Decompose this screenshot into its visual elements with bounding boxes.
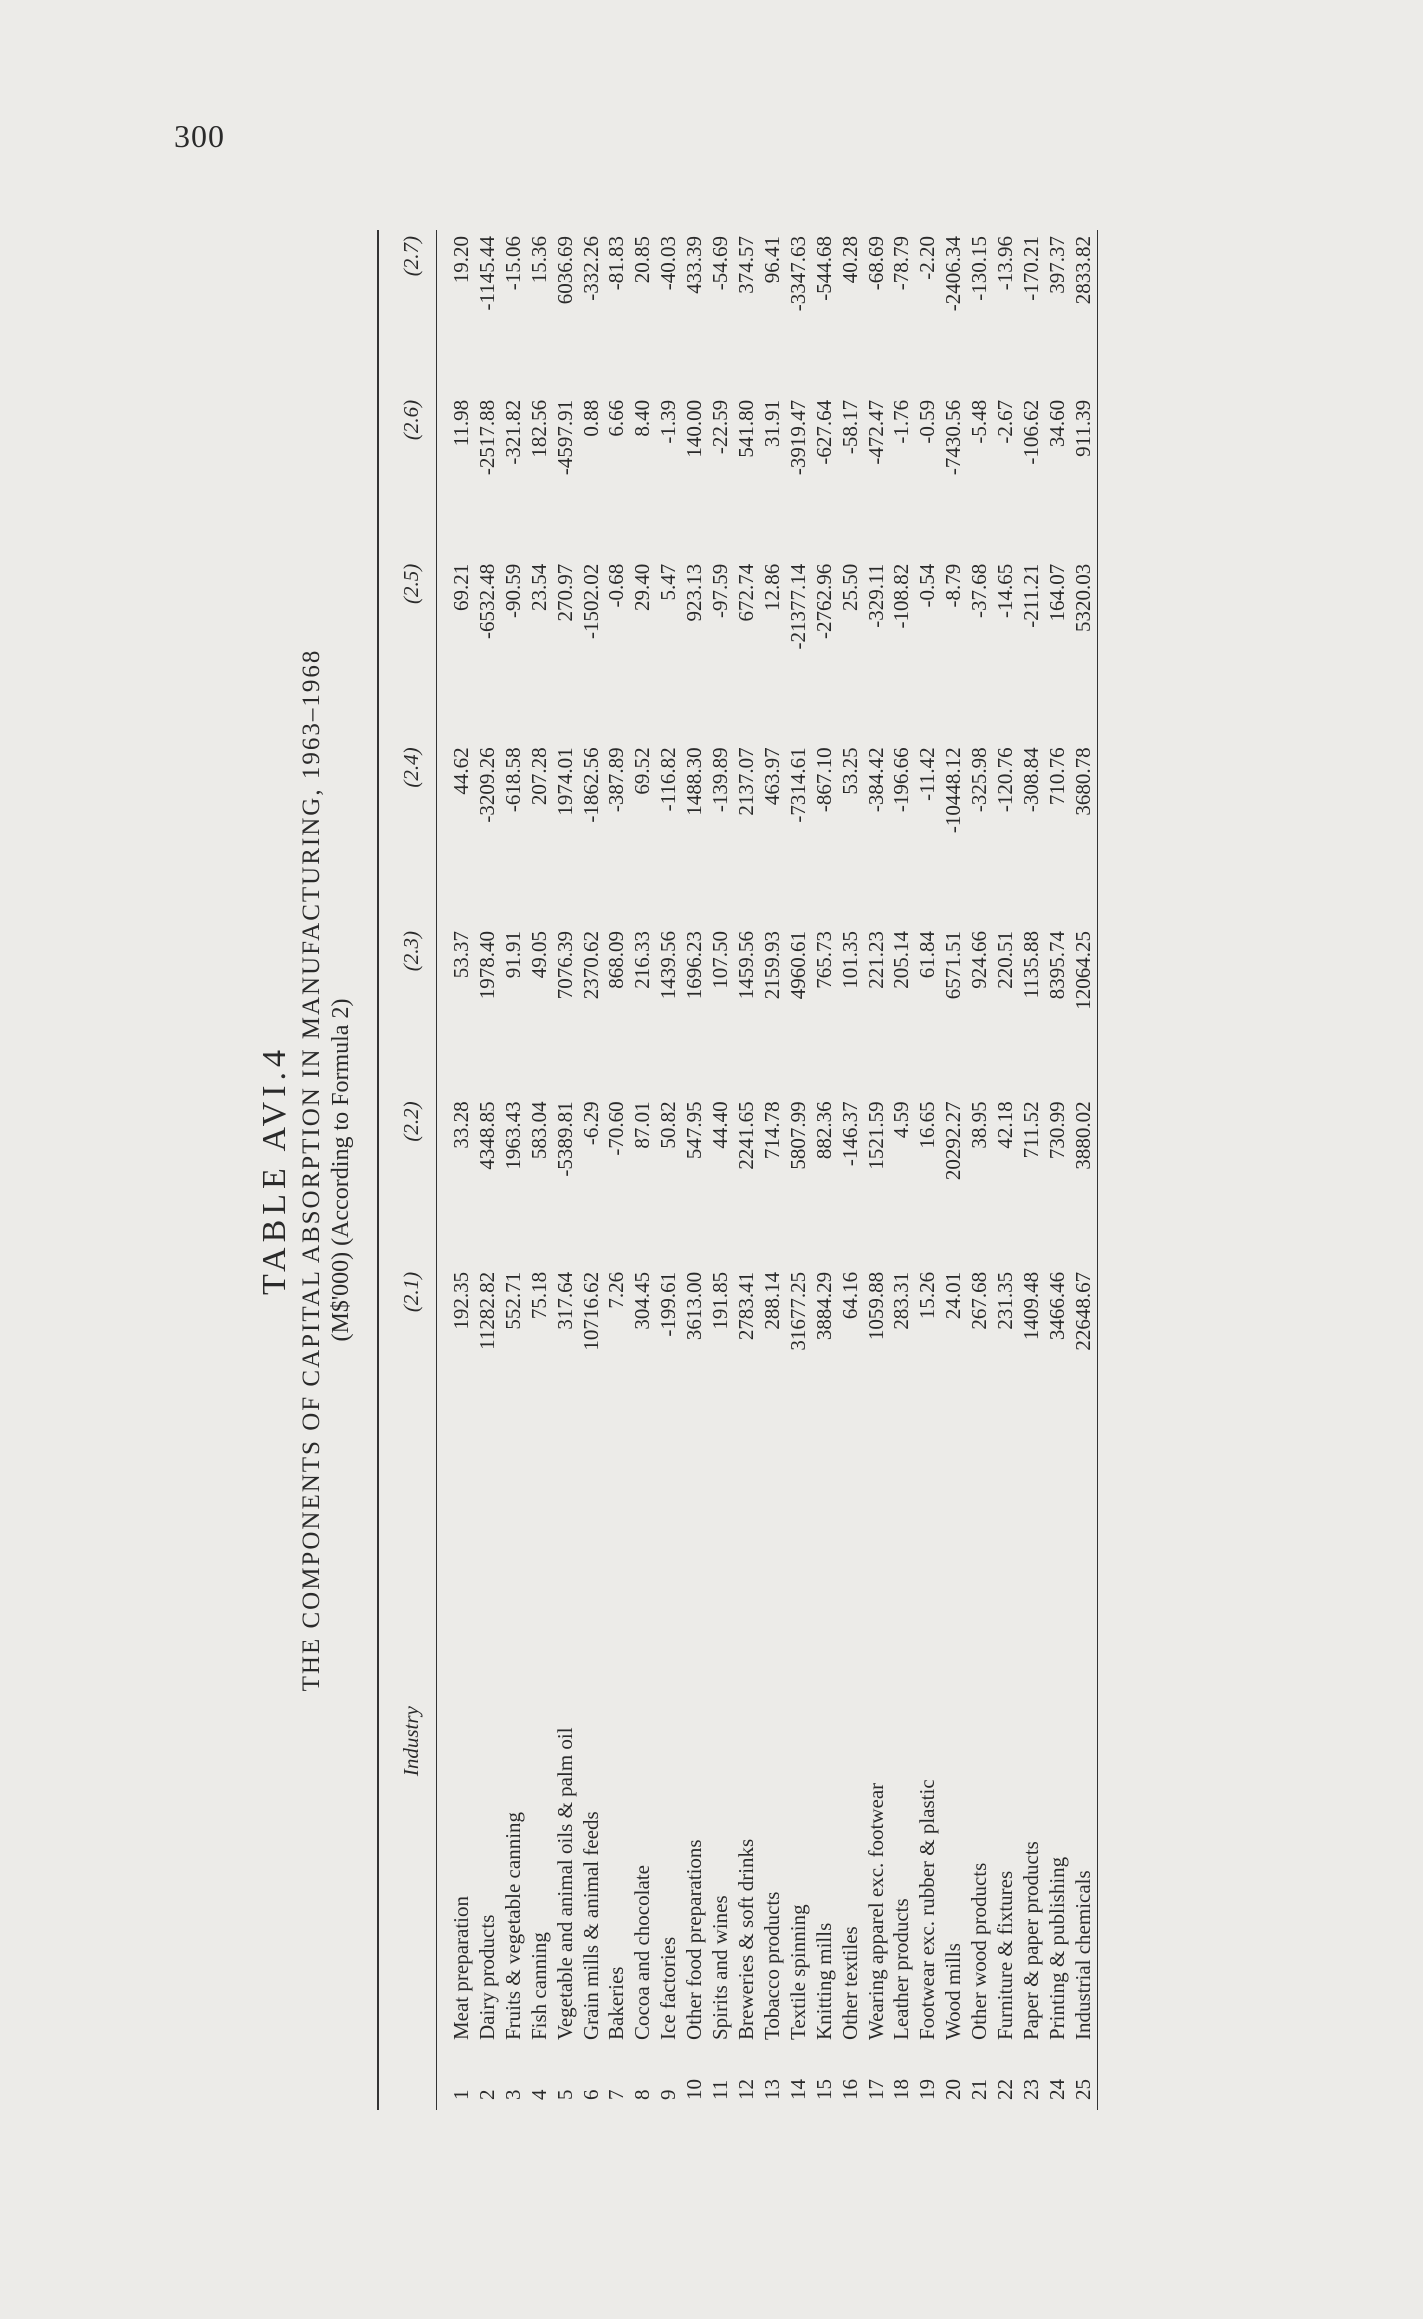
value-cell: 101.35 [837, 930, 862, 989]
value-cell: 552.71 [500, 1271, 525, 1330]
value-cell: 192.35 [449, 1271, 473, 1330]
industry-name: Meat preparation [449, 1895, 473, 2040]
value-cell: -7430.56 [941, 399, 966, 476]
industry-name: Grain mills & animal feeds [578, 1811, 603, 2040]
value-cell: 91.91 [500, 930, 525, 979]
table-row [967, 230, 993, 2110]
value-cell: -22.59 [708, 399, 733, 455]
value-cell: 1696.23 [682, 930, 707, 1000]
value-cell: 42.18 [993, 1101, 1018, 1149]
value-cell: -329.11 [863, 563, 888, 628]
value-cell: -196.66 [889, 747, 914, 813]
table-row [993, 230, 1019, 2110]
value-cell: 7.26 [604, 1271, 629, 1309]
page-number: 300 [174, 118, 225, 154]
value-cell: -3919.47 [785, 399, 810, 476]
value-cell: -108.82 [889, 563, 914, 629]
row-number: 15 [811, 2079, 836, 2100]
value-cell: -1.76 [889, 399, 914, 444]
value-cell: -2406.34 [941, 236, 966, 312]
table-row [553, 230, 579, 2110]
value-cell: 4960.61 [785, 930, 810, 1000]
value-cell: 4.59 [889, 1101, 914, 1139]
value-cell: 2370.62 [578, 930, 603, 1000]
table-row [604, 230, 630, 2110]
value-cell: 40.28 [837, 236, 862, 284]
value-cell: 923.13 [682, 563, 707, 622]
industry-name: Textile spinning [785, 1904, 810, 2040]
industry-name: Dairy products [474, 1914, 499, 2040]
value-cell: -139.89 [708, 747, 733, 813]
value-cell: 69.52 [630, 747, 655, 795]
value-cell: 3884.29 [811, 1271, 836, 1341]
value-cell: -90.59 [500, 563, 525, 619]
row-number: 7 [604, 2089, 629, 2100]
table-unit: (M$'000) (According to Formula 2) [328, 998, 354, 1342]
industry-name: Other food preparations [682, 1839, 707, 2040]
value-cell: 207.28 [526, 747, 551, 806]
value-cell: 583.04 [526, 1101, 551, 1160]
row-number: 23 [1018, 2079, 1043, 2100]
value-cell: 33.28 [449, 1101, 473, 1149]
value-cell: -1.39 [656, 399, 681, 444]
value-cell: 31677.25 [785, 1271, 810, 1351]
value-cell: -70.60 [604, 1101, 629, 1156]
value-cell: 547.95 [682, 1101, 707, 1160]
value-cell: 730.99 [1044, 1101, 1069, 1160]
value-cell: 16.65 [915, 1101, 940, 1149]
industry-name: Other textiles [837, 1926, 862, 2040]
row-number: 13 [759, 2079, 784, 2100]
column-header-industry: Industry [378, 1436, 437, 2046]
row-number: 14 [785, 2079, 810, 2100]
value-cell: 11282.82 [474, 1271, 499, 1350]
table-row [864, 230, 890, 2110]
table-title-block [255, 230, 355, 2110]
row-number: 12 [733, 2079, 758, 2100]
value-cell: -116.82 [656, 747, 681, 812]
value-cell: 23.54 [526, 563, 551, 612]
value-cell: 283.31 [889, 1271, 914, 1330]
value-cell: 1978.40 [474, 930, 499, 1000]
value-cell: 11.98 [449, 399, 473, 447]
column-header-5: (2.5) [378, 558, 437, 742]
value-cell: 6571.51 [941, 930, 966, 1000]
value-cell: 288.14 [759, 1271, 784, 1330]
value-cell: -68.69 [863, 236, 888, 291]
value-cell: -211.21 [1018, 563, 1043, 628]
industry-name: Industrial chemicals [1071, 1436, 1097, 2046]
value-cell: 15.36 [526, 236, 551, 284]
value-cell: 29.40 [630, 563, 655, 612]
value-cell: 53.37 [449, 930, 473, 979]
table-header [378, 230, 437, 2110]
value-cell: 1135.88 [1018, 930, 1043, 999]
value-cell: 44.40 [708, 1101, 733, 1149]
row-number: 21 [967, 2079, 992, 2100]
value-cell: -325.98 [967, 747, 992, 813]
row-number: 17 [863, 2079, 888, 2100]
value-cell: 231.35 [993, 1271, 1018, 1330]
value-cell: -8.79 [941, 563, 966, 608]
industry-name: Printing & publishing [1044, 1856, 1069, 2040]
value-cell: 5807.99 [785, 1101, 810, 1170]
value-cell: -106.62 [1018, 399, 1043, 465]
value-cell: -120.76 [993, 747, 1018, 813]
value-cell: -10448.12 [941, 747, 966, 834]
column-header-3: (2.3) [378, 925, 437, 1095]
value-cell: 24.01 [941, 1271, 966, 1320]
value-cell: -1502.02 [578, 563, 603, 640]
value-cell: 2241.65 [733, 1101, 758, 1170]
value-cell: 374.57 [733, 236, 758, 294]
table-row [682, 230, 708, 2110]
value-cell: -81.83 [604, 236, 629, 291]
value-cell: -5389.81 [552, 1101, 577, 1177]
value-cell: 221.23 [863, 930, 888, 989]
value-cell: -21377.14 [785, 563, 810, 650]
value-cell: -4597.91 [552, 399, 577, 476]
value-cell: 270.97 [552, 563, 577, 622]
value-cell: -97.59 [708, 563, 733, 619]
header-row [378, 230, 437, 2110]
value-cell: 433.39 [682, 236, 707, 294]
value-cell: -1862.56 [578, 747, 603, 823]
value-cell: -387.89 [604, 747, 629, 813]
industry-name: Spirits and wines [708, 1895, 733, 2040]
value-cell: -54.69 [708, 236, 733, 291]
value-cell: 22648.67 [1071, 1266, 1097, 1436]
value-cell: 8395.74 [1044, 930, 1069, 1000]
row-number: 2 [474, 2089, 499, 2100]
table-body [437, 230, 1098, 2110]
table-row [501, 230, 527, 2110]
value-cell: 2159.93 [759, 930, 784, 1000]
value-cell: 50.82 [656, 1101, 681, 1149]
value-cell: -13.96 [993, 236, 1018, 291]
table-row [475, 230, 501, 2110]
industry-name: Wearing apparel exc. footwear [863, 1782, 888, 2040]
column-header-4: (2.4) [378, 741, 437, 925]
value-cell: 6036.69 [552, 236, 577, 305]
table-row [812, 230, 838, 2110]
row-number: 19 [915, 2079, 940, 2100]
value-cell: -321.82 [500, 399, 525, 465]
value-cell: 164.07 [1044, 563, 1069, 622]
value-cell: 3880.02 [1071, 1095, 1097, 1265]
value-cell: 20.85 [630, 236, 655, 284]
value-cell: -6532.48 [474, 563, 499, 640]
value-cell: 5320.03 [1071, 558, 1097, 742]
row-number: 8 [630, 2089, 655, 2100]
value-cell: 267.68 [967, 1271, 992, 1330]
table-row [656, 230, 682, 2110]
value-cell: -627.64 [811, 399, 836, 465]
row-number: 4 [526, 2089, 551, 2100]
value-cell: -867.10 [811, 747, 836, 813]
value-cell: 8.40 [630, 399, 655, 437]
value-cell: 10716.62 [578, 1271, 603, 1351]
value-cell: 31.91 [759, 399, 784, 448]
row-number: 22 [993, 2079, 1018, 2100]
value-cell: 64.16 [837, 1271, 862, 1320]
industry-name: Fruits & vegetable canning [500, 1811, 525, 2040]
value-cell: -1145.44 [474, 236, 499, 311]
value-cell: 38.95 [967, 1101, 992, 1149]
value-cell: 69.21 [449, 563, 473, 612]
value-cell: 6.66 [604, 399, 629, 437]
value-cell: 12064.25 [1071, 925, 1097, 1095]
row-number: 16 [837, 2079, 862, 2100]
value-cell: 397.37 [1044, 236, 1069, 294]
industry-name: Bakeries [604, 1966, 629, 2040]
value-cell: 5.47 [656, 563, 681, 601]
value-cell: -0.54 [915, 563, 940, 608]
row-number: 3 [500, 2089, 525, 2100]
industry-name: Knitting mills [811, 1922, 836, 2040]
value-cell: 710.76 [1044, 747, 1069, 806]
table-row [708, 230, 734, 2110]
value-cell: 3613.00 [682, 1271, 707, 1341]
value-cell: -5.48 [967, 399, 992, 444]
value-cell: -0.68 [604, 563, 629, 608]
table-row [579, 230, 605, 2110]
value-cell: 911.39 [1071, 394, 1097, 558]
value-cell: 220.51 [993, 930, 1018, 989]
value-cell: 714.78 [759, 1101, 784, 1160]
value-cell: 15.26 [915, 1271, 940, 1320]
value-cell: -3209.26 [474, 747, 499, 823]
industry-name: Ice factories [656, 1936, 681, 2040]
value-cell: 191.85 [708, 1271, 733, 1330]
value-cell: 2833.82 [1071, 230, 1097, 394]
row-number: 11 [708, 2079, 733, 2100]
value-cell: 765.73 [811, 930, 836, 989]
data-table [377, 230, 1098, 2110]
value-cell: 12.86 [759, 563, 784, 612]
value-cell: 882.36 [811, 1101, 836, 1160]
value-cell: 1409.48 [1018, 1271, 1043, 1341]
row-number: 6 [578, 2089, 603, 2100]
value-cell: 25.50 [837, 563, 862, 612]
value-cell: 205.14 [889, 930, 914, 989]
value-cell: 19.20 [449, 236, 473, 284]
value-cell: 34.60 [1044, 399, 1069, 448]
value-cell: -146.37 [837, 1101, 862, 1167]
value-cell: -7314.61 [785, 747, 810, 823]
value-cell: 140.00 [682, 399, 707, 458]
value-cell: 1488.30 [682, 747, 707, 816]
industry-name: Cocoa and chocolate [630, 1865, 655, 2040]
value-cell: -308.84 [1018, 747, 1043, 813]
column-header-6: (2.6) [378, 394, 437, 558]
table-row [1071, 230, 1097, 2110]
industry-name: Vegetable and animal oils & palm oil [552, 1727, 577, 2040]
rotated-table-region [255, 230, 1175, 2110]
value-cell: -130.15 [967, 236, 992, 301]
row-number: 9 [656, 2089, 681, 2100]
value-cell: 4348.85 [474, 1101, 499, 1170]
row-number: 1 [449, 2089, 473, 2100]
row-number: 25 [1071, 2046, 1097, 2110]
value-cell: -3347.63 [785, 236, 810, 312]
value-cell: 1439.56 [656, 930, 681, 1000]
value-cell: -472.47 [863, 399, 888, 465]
value-cell: 61.84 [915, 930, 940, 979]
value-cell: -544.68 [811, 236, 836, 301]
value-cell: -384.42 [863, 747, 888, 813]
industry-name: Footwear exc. rubber & plastic [915, 1779, 940, 2040]
value-cell: -332.26 [578, 236, 603, 301]
value-cell: 182.56 [526, 399, 551, 458]
table-row [630, 230, 656, 2110]
table-row [915, 230, 941, 2110]
column-header-1: (2.1) [378, 1266, 437, 1436]
table-row [889, 230, 915, 2110]
column-header-number [378, 2046, 437, 2110]
value-cell: 1521.59 [863, 1101, 888, 1170]
row-number: 24 [1044, 2079, 1069, 2100]
table-row [527, 230, 553, 2110]
industry-name: Other wood products [967, 1862, 992, 2040]
value-cell: 1974.01 [552, 747, 577, 816]
value-cell: -0.59 [915, 399, 940, 444]
value-cell: 2783.41 [733, 1271, 758, 1341]
value-cell: -2.20 [915, 236, 940, 280]
table-row [734, 230, 760, 2110]
value-cell: -199.61 [656, 1271, 681, 1337]
value-cell: 711.52 [1018, 1101, 1043, 1159]
value-cell: 868.09 [604, 930, 629, 989]
value-cell: 49.05 [526, 930, 551, 979]
value-cell: 541.80 [733, 399, 758, 458]
table-row [786, 230, 812, 2110]
value-cell: 672.74 [733, 563, 758, 622]
table-row [838, 230, 864, 2110]
row-number: 5 [552, 2089, 577, 2100]
value-cell: -58.17 [837, 399, 862, 455]
row-number: 20 [941, 2079, 966, 2100]
value-cell: -618.58 [500, 747, 525, 813]
industry-name: Breweries & soft drinks [733, 1838, 758, 2040]
value-cell: -78.79 [889, 236, 914, 291]
value-cell: 1963.43 [500, 1101, 525, 1170]
industry-name: Wood mills [941, 1943, 966, 2040]
value-cell: -14.65 [993, 563, 1018, 619]
value-cell: 87.01 [630, 1101, 655, 1149]
value-cell: 924.66 [967, 930, 992, 989]
value-cell: -2.67 [993, 399, 1018, 444]
value-cell: 317.64 [552, 1271, 577, 1330]
value-cell: 216.33 [630, 930, 655, 989]
value-cell: 463.97 [759, 747, 784, 806]
value-cell: 3680.78 [1071, 741, 1097, 925]
value-cell: -2762.96 [811, 563, 836, 640]
industry-name: Furniture & fixtures [993, 1870, 1018, 2040]
value-cell: -37.68 [967, 563, 992, 619]
value-cell: 53.25 [837, 747, 862, 795]
value-cell: 107.50 [708, 930, 733, 989]
value-cell: 75.18 [526, 1271, 551, 1320]
value-cell: -15.06 [500, 236, 525, 291]
value-cell: 1059.88 [863, 1271, 888, 1341]
table-title: TABLE AVI.4 [256, 1045, 293, 1295]
value-cell: 1459.56 [733, 930, 758, 1000]
industry-name: Leather products [889, 1898, 914, 2040]
value-cell: 0.88 [578, 399, 603, 437]
industry-name: Fish canning [526, 1932, 551, 2040]
table-row [760, 230, 786, 2110]
industry-name: Paper & paper products [1018, 1841, 1043, 2040]
table-row [1045, 230, 1071, 2110]
value-cell: 20292.27 [941, 1101, 966, 1181]
value-cell: 96.41 [759, 236, 784, 284]
column-header-7: (2.7) [378, 230, 437, 394]
value-cell: -11.42 [915, 747, 940, 801]
value-cell: -170.21 [1018, 236, 1043, 301]
table-subtitle: THE COMPONENTS OF CAPITAL ABSORPTION IN MANUFACTURING, 1963–1968 [298, 648, 325, 1692]
value-cell: -40.03 [656, 236, 681, 291]
value-cell: -6.29 [578, 1101, 603, 1146]
table-row [1019, 230, 1045, 2110]
value-cell: 2137.07 [733, 747, 758, 816]
value-cell: -2517.88 [474, 399, 499, 476]
row-number: 18 [889, 2079, 914, 2100]
value-cell: 44.62 [449, 747, 473, 795]
column-header-2: (2.2) [378, 1095, 437, 1265]
value-cell: 304.45 [630, 1271, 655, 1330]
row-number: 10 [682, 2079, 707, 2100]
industry-name: Tobacco products [759, 1891, 784, 2040]
table-row [941, 230, 967, 2110]
value-cell: 3466.46 [1044, 1271, 1069, 1341]
table-row [437, 230, 475, 2110]
value-cell: 7076.39 [552, 930, 577, 1000]
